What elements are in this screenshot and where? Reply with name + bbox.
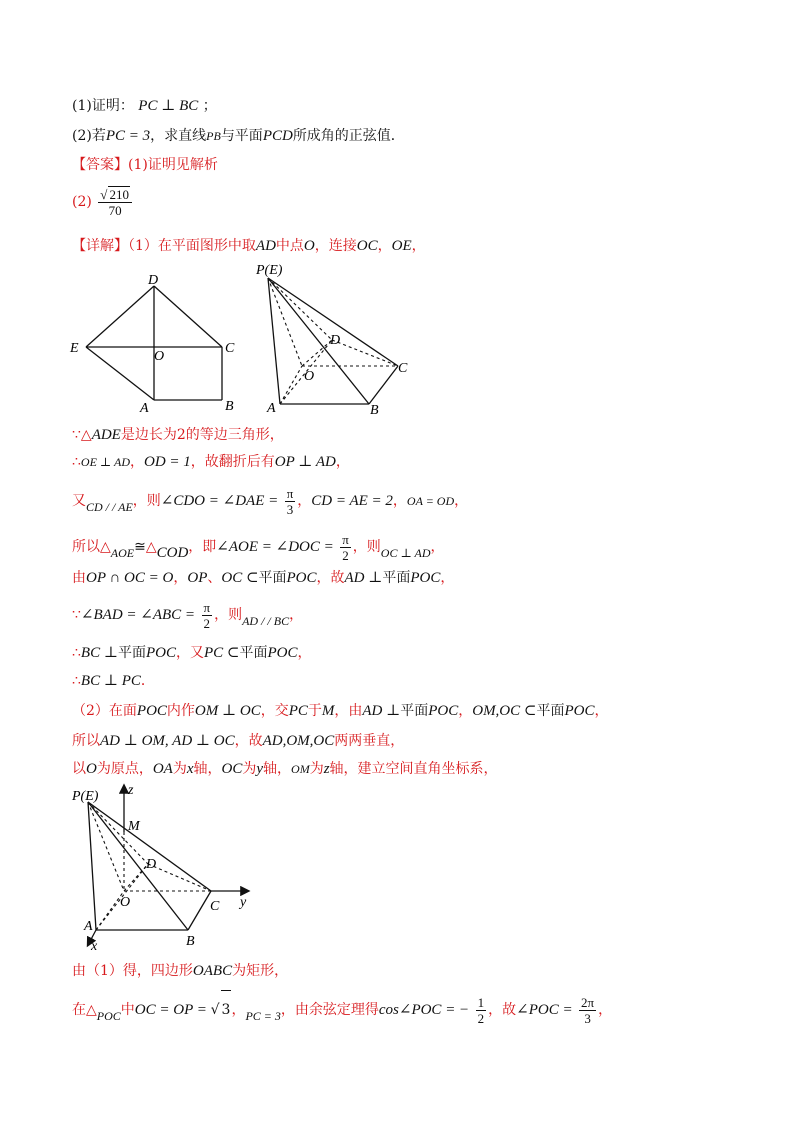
step-7: ∴BC ⊥平面POC，又PC ⊂平面POC， [72, 645, 312, 661]
step-10: 所以AD ⊥ OM, AD ⊥ OC，故AD,OM,OC两两垂直， [72, 733, 405, 749]
fig3-label-A: A [84, 919, 93, 934]
step-5: 由OP ∩ OC = O，OP、OC ⊂平面POC，故AD ⊥平面POC， [72, 570, 455, 586]
step-4: 所以△AOE≅△COD，即∠AOE = ∠DOC = $\frac{\pi}{2}$ ，则OC ⊥ AD， [72, 531, 445, 563]
fig3-label-z: z [128, 783, 134, 798]
fig1-label-D: D [148, 273, 159, 288]
answer-fraction: $\frac{√ 210}{70}$ [98, 186, 132, 218]
figure-planar [68, 272, 248, 418]
figure-coordinate [70, 780, 270, 952]
detail-lead: 【详解】（1）在平面图形中取AD中点O，连接OC，OE， [72, 238, 426, 254]
fig1-label-C: C [225, 341, 235, 356]
step-9: （2）在面POC内作OM ⊥ OC，交PC于M，由AD ⊥平面POC，OM,OC ⊂平面POC， [72, 703, 609, 719]
fig1-label-A: A [140, 401, 149, 416]
fig3-label-C: C [210, 899, 220, 914]
step-2: ∴OE ⊥ AD，OD = 1，故翻折后有OP ⊥ AD， [72, 454, 350, 470]
figure-folded [250, 258, 420, 418]
fig1-label-E: E [70, 341, 79, 356]
fig3-label-x: x [91, 939, 98, 952]
fig3-label-M: M [128, 819, 140, 834]
fig2-label-PE: P(E) [256, 263, 283, 278]
fig2-label-D: D [330, 333, 341, 348]
step-8: ∴BC ⊥ PC． [72, 673, 155, 689]
question-part-1: (1)证明： PC ⊥ BC ； [72, 98, 217, 114]
fig3-label-B: B [186, 934, 195, 949]
fig3-label-D: D [146, 857, 157, 872]
step-13: 在△POC中OC = OP = √ 3，PC = 3，由余弦定理得cos∠POC = − $\frac{1}{2}$ ，故∠POC = $\frac{2\pi}{3}$ ， [72, 990, 612, 1035]
fig1-label-O: O [154, 349, 165, 364]
answer-heading: 【答案】(1)证明见解析 [72, 157, 218, 173]
fig2-label-C: C [398, 361, 408, 376]
step-1: ∵△ADE是边长为2的等边三角形， [72, 427, 284, 443]
step-12: 由（1）得，四边形OABC为矩形， [72, 963, 289, 979]
question-part-2: (2)若PC = 3，求直线PB与平面PCD所成角的正弦值． [72, 128, 405, 144]
fig2-label-A: A [267, 401, 276, 416]
answer-part-2: (2) $\frac{√ 210}{70}$ [72, 186, 134, 218]
fig2-label-O: O [304, 369, 315, 384]
step-3: 又CD / / AE，则∠CDO = ∠DAE = $\frac{\pi}{3}$ ，CD = AE = 2，OA = OD， [72, 485, 469, 517]
fig3-label-y: y [240, 895, 247, 910]
fig3-label-PE: P(E) [72, 789, 99, 804]
fig3-label-O: O [120, 895, 131, 910]
step-11: 以O为原点，OA为x轴，OC为y轴，OM为z轴，建立空间直角坐标系， [72, 761, 498, 777]
fig2-label-B: B [370, 403, 379, 418]
fig1-label-B: B [225, 399, 234, 414]
step-6: ∵∠BAD = ∠ABC = $\frac{\pi}{2}$ ，则AD / / BC， [72, 599, 304, 631]
